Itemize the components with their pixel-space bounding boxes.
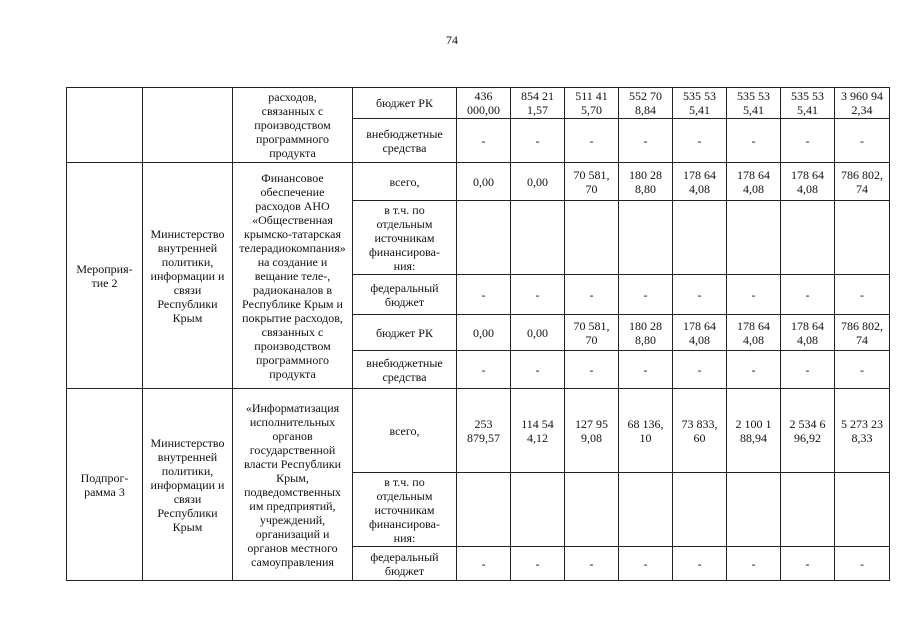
value-cell: 854 21 1,57 [511,88,565,119]
value-cell: - [565,119,619,163]
value-cell: - [781,275,835,315]
value-cell: 2 100 1 88,94 [727,389,781,473]
value-cell: 178 64 4,08 [727,163,781,201]
value-cell: 178 64 4,08 [727,315,781,351]
event-name-cell: расходов, связанных с производством программного продукта [233,88,353,163]
value-cell: - [457,119,511,163]
value-cell: - [619,547,673,581]
funding-source-cell: внебюджетные средства [353,119,457,163]
value-cell [781,201,835,275]
total-value-cell: 3 960 94 2,34 [835,88,890,119]
value-cell: - [727,547,781,581]
event-name-cell: Финансовое обеспечение расходов АНО «Общественная крымско-татарская телерадиокомпания» на создание и вещание теле-, радиоканалов в Республике Крым и покрытие расходов, связанных с производством программного продукта [233,163,353,389]
total-value-cell: 786 802, 74 [835,163,890,201]
page-number: 74 [446,33,458,47]
value-cell [457,473,511,547]
value-cell: 535 53 5,41 [673,88,727,119]
table-row [67,389,890,473]
value-cell [673,473,727,547]
funding-source-cell: в т.ч. по отдельным источникам финансирова- ния: [353,201,457,275]
funding-source-cell: всего, [353,389,457,473]
budget-table [66,87,890,581]
value-cell: 436 000,00 [457,88,511,119]
value-cell: - [565,351,619,389]
status-cell: Мероприя- тие 2 [67,163,143,389]
value-cell: 70 581, 70 [565,315,619,351]
value-cell: 180 28 8,80 [619,315,673,351]
value-cell: - [727,119,781,163]
value-cell: 127 95 9,08 [565,389,619,473]
funding-source-cell: в т.ч. по отдельным источникам финансирова- ния: [353,473,457,547]
value-cell: 180 28 8,80 [619,163,673,201]
value-cell: 178 64 4,08 [781,315,835,351]
value-cell: 178 64 4,08 [781,163,835,201]
value-cell: - [673,275,727,315]
value-cell [673,201,727,275]
executor-cell [143,88,233,163]
total-value-cell [835,473,890,547]
total-value-cell: 786 802, 74 [835,315,890,351]
value-cell: 114 54 4,12 [511,389,565,473]
value-cell: - [781,547,835,581]
total-value-cell: - [835,547,890,581]
value-cell: - [673,547,727,581]
value-cell [565,473,619,547]
value-cell: 0,00 [457,163,511,201]
event-name-cell: «Информатизация исполнительных органов государственной власти Республики Крым, подведомственных им предприятий, учреждений, организаций и органов местного самоуправления [233,389,353,581]
value-cell: 535 53 5,41 [727,88,781,119]
total-value-cell: - [835,275,890,315]
value-cell: - [727,351,781,389]
value-cell: - [619,351,673,389]
value-cell: - [457,547,511,581]
funding-source-cell: внебюджетные средства [353,351,457,389]
value-cell: 68 136, 10 [619,389,673,473]
value-cell: - [511,547,565,581]
value-cell [457,201,511,275]
value-cell: - [565,275,619,315]
value-cell: 535 53 5,41 [781,88,835,119]
value-cell: - [727,275,781,315]
table-row [67,88,890,119]
value-cell: 0,00 [511,163,565,201]
table-row [67,163,890,201]
value-cell: - [565,547,619,581]
total-value-cell [835,201,890,275]
value-cell: 178 64 4,08 [673,315,727,351]
funding-source-cell: бюджет РК [353,315,457,351]
value-cell: - [619,119,673,163]
executor-cell: Министерство внутренней политики, информации и связи Республики Крым [143,163,233,389]
value-cell: 2 534 6 96,92 [781,389,835,473]
value-cell [511,473,565,547]
value-cell [511,201,565,275]
total-value-cell: 5 273 23 8,33 [835,389,890,473]
value-cell: 70 581, 70 [565,163,619,201]
funding-source-cell: бюджет РК [353,88,457,119]
total-value-cell: - [835,119,890,163]
value-cell: 0,00 [511,315,565,351]
value-cell: - [511,351,565,389]
value-cell: 253 879,57 [457,389,511,473]
value-cell [619,473,673,547]
value-cell: 73 833, 60 [673,389,727,473]
value-cell: - [673,351,727,389]
value-cell: - [673,119,727,163]
value-cell [619,201,673,275]
funding-source-cell: федеральный бюджет [353,275,457,315]
value-cell: - [457,351,511,389]
value-cell: - [781,351,835,389]
value-cell: - [511,119,565,163]
value-cell [727,201,781,275]
executor-cell: Министерство внутренней политики, информации и связи Республики Крым [143,389,233,581]
value-cell [781,473,835,547]
value-cell: - [511,275,565,315]
value-cell: - [619,275,673,315]
total-value-cell: - [835,351,890,389]
value-cell: - [781,119,835,163]
value-cell [727,473,781,547]
value-cell [565,201,619,275]
status-cell: Подпрог- рамма 3 [67,389,143,581]
value-cell: - [457,275,511,315]
value-cell: 552 70 8,84 [619,88,673,119]
value-cell: 178 64 4,08 [673,163,727,201]
funding-source-cell: федеральный бюджет [353,547,457,581]
value-cell: 0,00 [457,315,511,351]
value-cell: 511 41 5,70 [565,88,619,119]
funding-source-cell: всего, [353,163,457,201]
status-cell [67,88,143,163]
